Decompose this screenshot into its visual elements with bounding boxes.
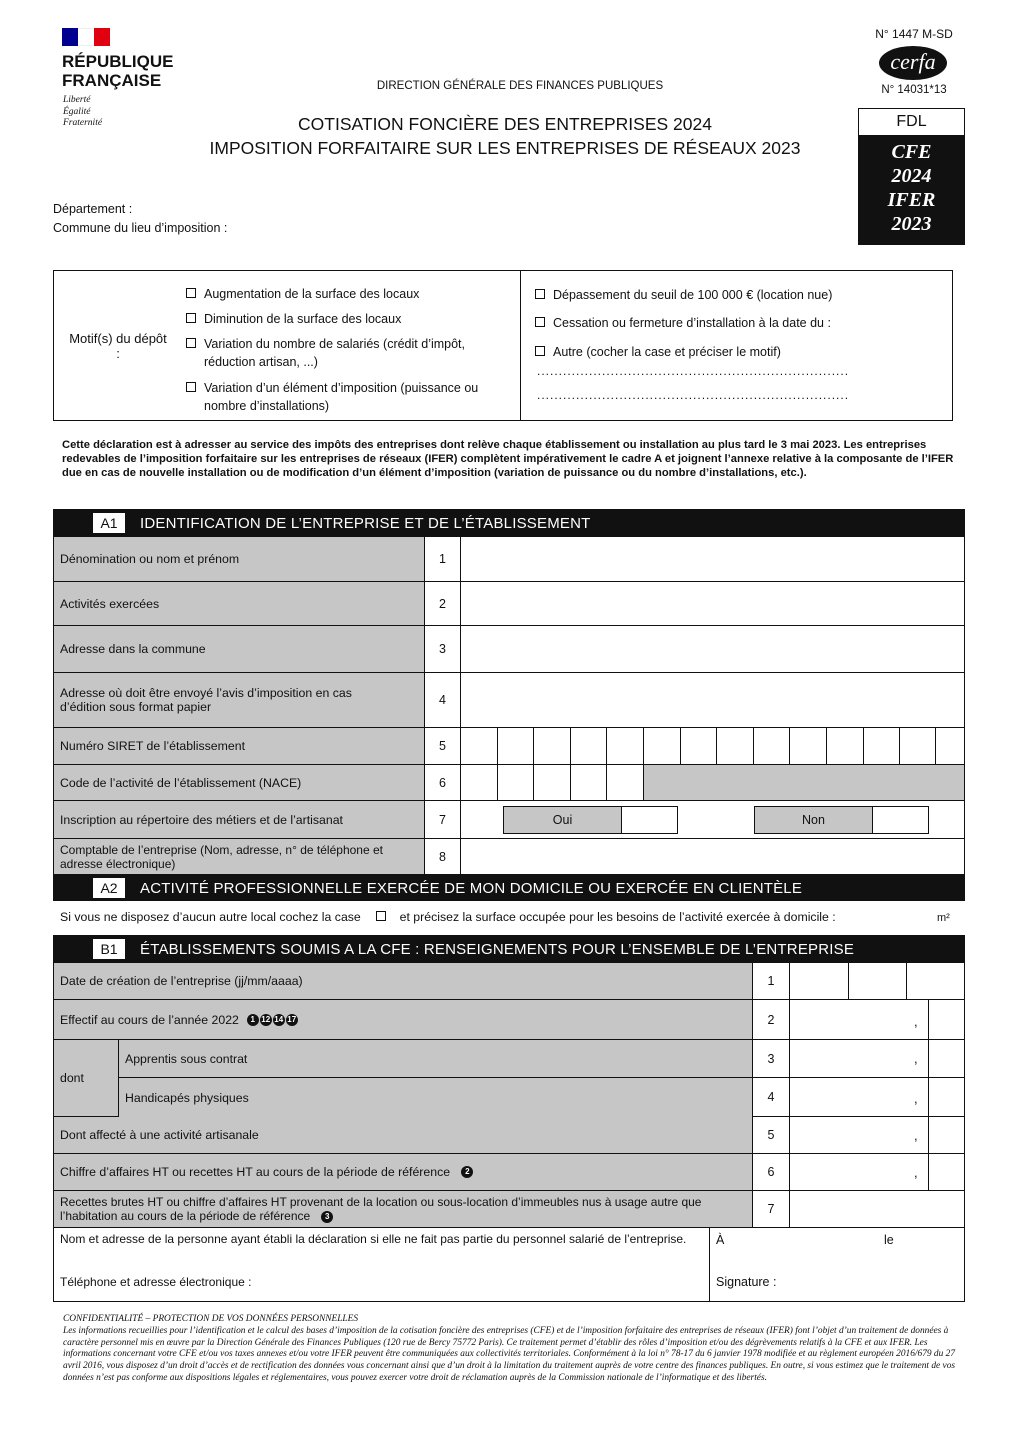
motto: Liberté Égalité Fraternité <box>63 95 103 128</box>
siret-digit[interactable] <box>498 728 534 764</box>
a2-domicile-line: Si vous ne disposez d’aucun autre local cochez la case et précisez la surface occupée pour les besoins de l’activité exercée à domicile : <box>60 910 836 924</box>
republique-francaise-logo: RÉPUBLIQUE FRANÇAISE <box>62 52 174 90</box>
handicapes-decimal-input[interactable] <box>929 1078 964 1116</box>
marianne-flag-logo <box>62 28 110 46</box>
form-badge <box>858 108 965 245</box>
dgfip-label: DIRECTION GÉNÉRALE DES FINANCES PUBLIQUES <box>376 80 664 92</box>
motif-checkbox-depassement[interactable]: Dépassement du seuil de 100 000 € (location nue) <box>535 286 832 304</box>
siret-digit[interactable] <box>790 728 827 764</box>
departement-label: Département : <box>53 202 133 216</box>
form-title: COTISATION FONCIÈRE DES ENTREPRISES 2024 IMPOSITION FORFAITAIRE SUR LES ENTREPRISES DE RÉSEAUX 2023 <box>209 114 801 158</box>
section-a2-header: A2 ACTIVITÉ PROFESSIONNELLE EXERCÉE DE MON DOMICILE OU EXERCÉE EN CLIENTÈLE <box>53 875 965 901</box>
apprentis-input[interactable] <box>790 1040 929 1078</box>
signature-block <box>53 1228 965 1302</box>
siret-digit[interactable] <box>644 728 681 764</box>
footnote-3-icon: 3 <box>321 1211 333 1223</box>
handicapes-input[interactable] <box>790 1078 929 1116</box>
lieu-label: À <box>716 1233 725 1247</box>
motif-label: Motif(s) du dépôt : <box>69 331 167 361</box>
confidentiality-notice: CONFIDENTIALITÉ – PROTECTION DE VOS DONNÉES PERSONNELLES Les informations recueillies pour l’identification et le calcul des bases d’imposition de la cotisation foncière des entreprises (CFE) et de l’imposition forfaitaire des entreprises de réseaux (IFER) font l’objet d’un traitement de données à caractère personnel mis en œuvre par la Direction Générale des Finances Publiques (120 rue de Bercy 75772 Paris). Ce traitement permet d’établir des rôles d’imposition et/ou des dégrèvements relatifs à la CFE et aux IFER. Les informations concernant votre CFE et/ou vos taxes annexes et/ou votre IFER peuvent être communiquées aux collectivités territoriales. Conformément à la loi n° 78-17 du 6 janvier 1978 modifiée et au règlement européen 2016/679 du 27 avril 2016, vous disposez d’un droit d’accès et de rectification des données vous concernant ainsi que d’un droit à la limitation du traitement auprès de votre centre des finances publiques. En outre, si vous estimez que le traitement de vos données n’est pas conforme aux dispositions légales et réglementaires, vous pouvez exercer votre droit de réclamation auprès de la Commission nationale de l’informatique et des libertés. <box>63 1314 956 1383</box>
chiffre-affaires-decimal-input[interactable] <box>929 1154 964 1190</box>
b1-row-5: Dont affecté à une activité artisanale 5 , <box>53 1117 965 1154</box>
phone-label: Téléphone et adresse électronique : <box>60 1275 252 1289</box>
footnote-14-icon: 14 <box>274 1014 284 1024</box>
commune-label: Commune du lieu d’imposition : <box>53 221 228 235</box>
a1-row-8: Comptable de l’entreprise (Nom, adresse, n° de téléphone et adresse électronique) 8 <box>53 839 965 875</box>
b1-dont-group: dont Apprentis sous contrat Handicapés physiques 3 4 , , <box>53 1040 965 1117</box>
motif-checkbox-salaries[interactable]: Variation du nombre de salariés (crédit d’impôt, réduction artisan, ...) <box>186 335 516 371</box>
effectif-decimal-input[interactable] <box>929 1000 964 1039</box>
a1-row-1: Dénomination ou nom et prénom 1 <box>53 537 965 582</box>
nace-digit[interactable] <box>607 765 644 800</box>
motif-checkbox-autre[interactable]: Autre (cocher la case et préciser le motif) <box>535 343 781 361</box>
footnote-2-icon: 2 <box>461 1166 473 1178</box>
a1-row-6: Code de l’activité de l’établissement (NACE) 6 <box>53 765 965 801</box>
siret-digit[interactable] <box>900 728 936 764</box>
nace-digit[interactable] <box>498 765 534 800</box>
motif-checkbox-diminution[interactable]: Diminution de la surface des locaux <box>186 310 401 328</box>
siret-digit[interactable] <box>607 728 644 764</box>
apprentis-decimal-input[interactable] <box>929 1040 964 1078</box>
comptable-input[interactable] <box>461 839 964 874</box>
cfe-ifer-badge: CFE 2024 IFER 2023 <box>859 136 964 245</box>
instructions: Cette déclaration est à adresser au service des impôts des entreprises dont relève chaque établissement ou installation au plus tard le 3 mai 2023. Les entreprises redevables de l’imposition forfaitaire sur les entreprises de réseaux (IFER) complètent impérativement le cadre A et joignent l’annexe relative à la composante de l’IFER due en cas de nouvelle installation ou de modification d’un élément d’imposition (variation de puissance ou du nombre d’installations, etc.). <box>62 439 954 479</box>
a2-checkbox[interactable] <box>376 911 386 921</box>
non-option[interactable]: Non <box>754 806 929 834</box>
a1-row-5: Numéro SIRET de l’établissement 5 <box>53 728 965 765</box>
siret-digit[interactable] <box>864 728 900 764</box>
oui-checkbox[interactable] <box>622 807 677 833</box>
footnote-17-icon: 17 <box>287 1014 297 1024</box>
siret-digit[interactable] <box>681 728 717 764</box>
motif-checkbox-element-imposition[interactable]: Variation d’un élément d’imposition (puissance ou nombre d’installations) <box>186 379 516 415</box>
a1-row-2: Activités exercées 2 <box>53 582 965 626</box>
date-jj-input[interactable] <box>790 963 849 999</box>
a1-row-7: Inscription au répertoire des métiers et de l’artisanat 7 Oui Non <box>53 801 965 839</box>
cerfa-logo: cerfa <box>879 46 947 80</box>
siret-digit[interactable] <box>936 728 964 764</box>
chiffre-affaires-input[interactable] <box>790 1154 929 1190</box>
denomination-input[interactable] <box>461 537 964 581</box>
a1-row-3: Adresse dans la commune 3 <box>53 626 965 673</box>
siret-digit[interactable] <box>461 728 498 764</box>
b1-row-2: Effectif au cours de l’année 2022 1 12 14 17 2 , <box>53 1000 965 1040</box>
preparer-label: Nom et adresse de la personne ayant établi la déclaration si elle ne fait pas partie du personnel salarié de l’entreprise. <box>60 1232 687 1246</box>
adresse-commune-input[interactable] <box>461 626 964 672</box>
b1-row-7: Recettes brutes HT ou chiffre d’affaires HT provenant de la location ou sous-location d’immeubles nus à usage autre que l’habitation au cours de la période de référence 3 7 <box>53 1191 965 1228</box>
non-checkbox[interactable] <box>873 807 928 833</box>
date-aaaa-input[interactable] <box>907 963 964 999</box>
motif-autre-line-2[interactable]: ........................................................................ <box>537 388 850 402</box>
activites-input[interactable] <box>461 582 964 625</box>
oui-option[interactable]: Oui <box>503 806 678 834</box>
siret-digit[interactable] <box>827 728 864 764</box>
m2-unit: m² <box>937 912 950 924</box>
motif-checkbox-cessation[interactable]: Cessation ou fermeture d’installation à la date du : <box>535 314 831 332</box>
siret-digit[interactable] <box>534 728 571 764</box>
nace-digit[interactable] <box>571 765 607 800</box>
footnote-12-icon: 12 <box>261 1014 271 1024</box>
effectif-input[interactable] <box>790 1000 929 1039</box>
signature-label: Signature : <box>716 1275 777 1289</box>
date-mm-input[interactable] <box>849 963 907 999</box>
motif-box <box>53 270 953 421</box>
location-labels <box>53 200 227 238</box>
adresse-avis-input[interactable] <box>461 673 964 727</box>
nace-digit[interactable] <box>461 765 498 800</box>
artisanale-input[interactable] <box>790 1117 929 1153</box>
footnote-1-icon: 1 <box>247 1014 259 1026</box>
a1-row-4: Adresse où doit être envoyé l’avis d’imposition en cas d’édition sous format papier 4 <box>53 673 965 728</box>
siret-digit[interactable] <box>571 728 607 764</box>
cerfa-number: N° 14031*13 <box>881 84 947 96</box>
section-a1-header: A1 IDENTIFICATION DE L’ENTREPRISE ET DE L’ÉTABLISSEMENT <box>53 509 965 537</box>
nace-greyed-area <box>644 765 964 800</box>
fdl-label: FDL <box>859 109 964 136</box>
motif-checkbox-augmentation[interactable]: Augmentation de la surface des locaux <box>186 285 419 303</box>
artisanale-decimal-input[interactable] <box>929 1117 964 1153</box>
b1-row-1: Date de création de l’entreprise (jj/mm/aaaa) 1 <box>53 963 965 1000</box>
section-b1-header: B1 ÉTABLISSEMENTS SOUMIS A LA CFE : RENSEIGNEMENTS POUR L’ENSEMBLE DE L’ENTREPRISE <box>53 935 965 963</box>
b1-row-6: Chiffre d’affaires HT ou recettes HT au cours de la période de référence 2 6 , <box>53 1154 965 1191</box>
siret-digit[interactable] <box>717 728 754 764</box>
siret-digit[interactable] <box>754 728 790 764</box>
motif-autre-line-1[interactable]: ........................................................................ <box>537 364 850 378</box>
date-label: le <box>884 1233 894 1247</box>
form-number: N° 1447 M-SD <box>875 27 953 41</box>
recettes-brutes-input[interactable] <box>790 1191 964 1227</box>
nace-digit[interactable] <box>534 765 571 800</box>
